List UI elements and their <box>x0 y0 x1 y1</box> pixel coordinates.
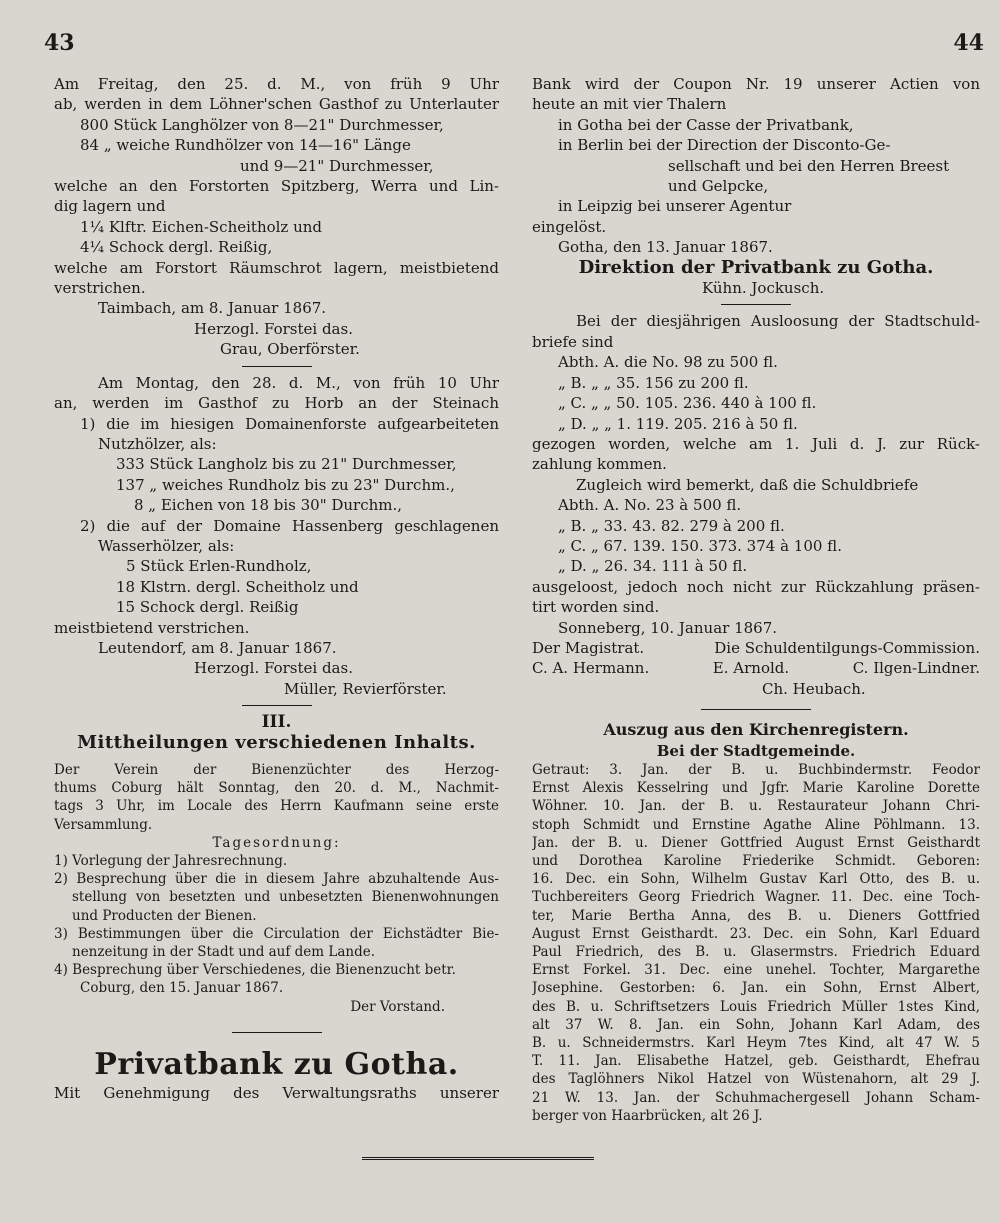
text-line: B. u. Schneidermstrs. Karl Heym 7tes Kind, alt 47 W. 5 <box>532 1035 980 1052</box>
text-line: in Leipzig bei unserer Agentur <box>558 197 792 216</box>
right-column <box>532 74 980 1125</box>
text-line: dig lagern und <box>54 197 166 216</box>
text-line: in Gotha bei der Casse der Privatbank, <box>558 115 854 134</box>
bottom-double-rule <box>362 1157 594 1162</box>
agenda-item: nenzeitung in der Stadt und auf dem Lande. <box>72 944 376 961</box>
text-line: zahlung kommen. <box>532 455 667 474</box>
signature-name: C. Ilgen-Lindner. <box>852 659 980 678</box>
page-number-left: 43 <box>44 30 75 56</box>
text-line: Ernst Alexis Kesselring und Jgfr. Marie Karoline Dorette <box>532 780 980 797</box>
text-line: ab, werden in dem Löhner'schen Gasthof zu Unterlauter <box>54 95 499 114</box>
text-line: Leutendorf, am 8. Januar 1867. <box>98 638 337 657</box>
text-line: Herzogl. Forstei das. <box>194 659 353 678</box>
left-column <box>54 74 499 1103</box>
text-line: 800 Stück Langhölzer von 8—21" Durchmesser, <box>80 115 444 134</box>
text-line: „ D. „ 26. 34. 111 à 50 fl. <box>558 557 748 576</box>
text-line: sellschaft und bei den Herren Breest <box>668 156 950 175</box>
text-line: und Gelpcke, <box>668 177 769 196</box>
text-line: Herzogl. Forstei das. <box>194 319 353 338</box>
text-line: Getraut: 3. Jan. der B. u. Buchbindermstr. Feodor <box>532 762 980 778</box>
agenda-item: und Producten der Bienen. <box>72 907 257 924</box>
text-line: und Dorothea Karoline Friederike Schmidt. Geboren: <box>532 853 980 870</box>
text-line: briefe sind <box>532 332 614 351</box>
text-line: 1) die im hiesigen Domainenforste aufgearbeiteten <box>80 414 499 433</box>
commission-label: Die Schuldentilgungs-Commission. <box>714 638 980 657</box>
text-line: Nutzhölzer, als: <box>98 434 217 453</box>
text-line: 18 Klstrn. dergl. Scheitholz und <box>116 577 359 596</box>
text-line: des Taglöhners Nikol Hatzel von Wüstenahorn, alt 29 J. <box>532 1071 980 1088</box>
signature-line: Kühn. Jockusch. <box>702 279 825 298</box>
text-line: 2) die auf der Domaine Hassenberg geschlagenen <box>80 516 499 535</box>
text-line: „ B. „ „ 35. 156 zu 200 fl. <box>558 373 749 392</box>
text-line: 333 Stück Langholz bis zu 21" Durchmesser, <box>116 455 457 474</box>
text-line: „ C. „ 67. 139. 150. 373. 374 à 100 fl. <box>558 536 842 555</box>
divider <box>701 709 811 710</box>
text-line: Jan. der B. u. Diener Gottfried August Ernst Geisthardt <box>532 834 980 851</box>
text-line: verstrichen. <box>54 279 146 298</box>
text-line: Abth. A. die No. 98 zu 500 fl. <box>558 353 778 372</box>
signature-line: Grau, Oberförster. <box>220 340 360 359</box>
auszug-title: Auszug aus den Kirchenregistern. <box>603 720 909 740</box>
divider <box>721 304 791 305</box>
text-line: 21 W. 13. Jan. der Schuhmachergesell Johann Scham- <box>532 1089 980 1106</box>
text-line: alt 37 W. 8. Jan. ein Sohn, Johann Karl Adam, des <box>532 1016 980 1033</box>
text-line: Versammlung. <box>54 816 153 833</box>
text-line: 8 „ Eichen von 18 bis 30" Durchm., <box>134 496 403 515</box>
section-number: III. <box>261 712 292 733</box>
divider <box>242 366 312 367</box>
text-line: Paul Friedrich, des B. u. Glasermstrs. Friedrich Eduard <box>532 944 980 961</box>
text-line: gezogen worden, welche am 1. Juli d. J. zur Rück- <box>532 434 980 453</box>
text-line: „ B. „ 33. 43. 82. 279 à 200 fl. <box>558 516 785 535</box>
signature-line: Der Vorstand. <box>350 998 445 1015</box>
text-line: ter, Marie Bertha Anna, des B. u. Dieners Gottfried <box>532 907 980 924</box>
divider <box>232 1032 322 1033</box>
text-line: 5 Stück Erlen-Rundholz, <box>126 557 312 576</box>
text-line: Ernst Forkel. 31. Dec. eine unehel. Tochter, Margarethe <box>532 962 980 979</box>
text-line: heute an mit vier Thalern <box>532 95 727 114</box>
auszug-subtitle: Bei der Stadtgemeinde. <box>656 741 856 760</box>
text-line: ausgeloost, jedoch noch nicht zur Rückzahlung präsen- <box>532 577 980 596</box>
agenda-item: 3) Bestimmungen über die Circulation der Eichstädter Bie- <box>54 925 499 942</box>
text-line: Wöhner. 10. Jan. der B. u. Restaurateur Johann Chri- <box>532 798 980 815</box>
text-line: welche am Forstort Räumschrot lagern, meistbietend <box>54 258 499 277</box>
text-line: Der Verein der Bienenzüchter des Herzog- <box>54 762 499 778</box>
text-line: eingelöst. <box>532 217 607 236</box>
agenda-item: 1) Vorlegung der Jahresrechnung. <box>54 853 288 870</box>
text-line: Gotha, den 13. Januar 1867. <box>558 238 773 257</box>
text-line: des B. u. Schriftsetzers Louis Friedrich Müller 1stes Kind, <box>532 998 980 1015</box>
agenda-item: 2) Besprechung über die in diesem Jahre abzuhaltende Aus- <box>54 871 499 888</box>
text-line: Tuchbereiters Georg Friedrich Wagner. 11. Dec. eine Toch- <box>532 889 980 906</box>
section-title: Mittheilungen verschiedenen Inhalts. <box>77 732 476 753</box>
signature-line: Müller, Revierförster. <box>284 679 447 698</box>
text-line: 84 „ weiche Rundhölzer von 14—16" Länge <box>80 136 411 155</box>
text-line: Coburg, den 15. Januar 1867. <box>80 980 284 997</box>
text-line: „ D. „ „ 1. 119. 205. 216 à 50 fl. <box>558 414 798 433</box>
text-line: in Berlin bei der Direction der Disconto-Ge- <box>558 136 891 155</box>
divider <box>242 705 312 706</box>
bank-direktion: Direktion der Privatbank zu Gotha. <box>578 257 934 278</box>
text-line: tags 3 Uhr, im Locale des Herrn Kaufmann seine erste <box>54 798 499 815</box>
text-line: Taimbach, am 8. Januar 1867. <box>98 299 327 318</box>
signature-name: Ch. Heubach. <box>762 679 866 698</box>
text-line: „ C. „ „ 50. 105. 236. 440 à 100 fl. <box>558 394 817 413</box>
text-line: 4¼ Schock dergl. Reißig, <box>80 238 273 257</box>
text-line: Josephine. Gestorben: 6. Jan. ein Sohn, Ernst Albert, <box>532 980 980 997</box>
agenda-item: stellung von besetzten und unbesetzten Bienenwohnungen <box>72 889 499 906</box>
page-number-right: 44 <box>953 30 984 56</box>
text-line: T. 11. Jan. Elisabethe Hatzel, geb. Geisthardt, Ehefrau <box>532 1053 980 1070</box>
text-line: Abth. A. No. 23 à 500 fl. <box>558 496 742 515</box>
text-line: und 9—21" Durchmesser, <box>240 156 434 175</box>
text-line: meistbietend verstrichen. <box>54 618 250 637</box>
text-line: thums Coburg hält Sonntag, den 20. d. M., Nachmit- <box>54 780 499 797</box>
text-line: 15 Schock dergl. Reißig <box>116 598 299 617</box>
magistrat-label: Der Magistrat. <box>532 638 645 657</box>
text-line: Bank wird der Coupon Nr. 19 unserer Actien von <box>532 75 980 93</box>
text-line: 1¼ Klftr. Eichen-Scheitholz und <box>80 217 323 236</box>
text-line: an, werden im Gasthof zu Horb an der Steinach <box>54 394 499 413</box>
text-line: Wasserhölzer, als: <box>98 536 235 555</box>
privatbank-title: Privatbank zu Gotha. <box>94 1046 459 1082</box>
text-line: tirt worden sind. <box>532 598 660 617</box>
text-line: Am Montag, den 28. d. M., von früh 10 Uhr <box>98 373 499 392</box>
signature-name: E. Arnold. <box>712 659 790 678</box>
text-line: berger von Haarbrücken, alt 26 J. <box>532 1107 763 1124</box>
text-line: August Ernst Geisthardt. 23. Dec. ein Sohn, Karl Eduard <box>532 925 980 942</box>
text-line: Bei der diesjährigen Ausloosung der Stadtschuld- <box>576 312 980 331</box>
text-line: Am Freitag, den 25. d. M., von früh 9 Uhr <box>54 75 499 93</box>
text-line: Zugleich wird bemerkt, daß die Schuldbriefe <box>576 475 919 494</box>
text-line: 137 „ weiches Rundholz bis zu 23" Durchm., <box>116 475 455 494</box>
signature-row <box>532 638 980 658</box>
names-row <box>532 658 980 678</box>
text-line: 16. Dec. ein Sohn, Wilhelm Gustav Karl Otto, des B. u. <box>532 871 980 888</box>
text-line: Mit Genehmigung des Verwaltungsraths unserer <box>54 1083 499 1102</box>
agenda-title: Tagesordnung: <box>212 834 341 851</box>
text-line: welche an den Forstorten Spitzberg, Werra und Lin- <box>54 177 499 196</box>
text-line: stoph Schmidt und Ernstine Agathe Aline Pöhlmann. 13. <box>532 816 980 833</box>
signature-name: C. A. Hermann. <box>532 659 650 678</box>
agenda-item: 4) Besprechung über Verschiedenes, die Bienenzucht betr. <box>54 962 456 979</box>
text-line: Sonneberg, 10. Januar 1867. <box>558 618 778 637</box>
